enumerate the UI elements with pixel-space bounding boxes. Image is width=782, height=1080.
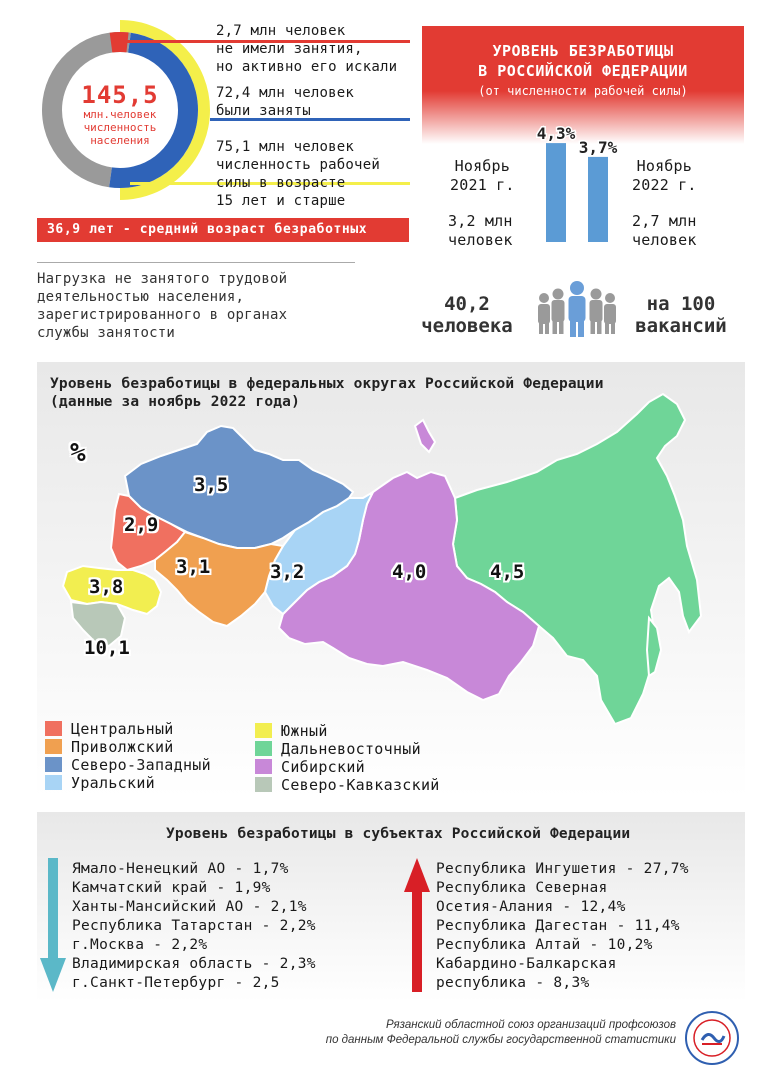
arrow-down-icon	[40, 858, 66, 994]
rf-right-people	[632, 212, 697, 250]
region-shape-sakhalin	[647, 618, 661, 676]
legend-swatch-south	[255, 723, 272, 738]
load-divider	[37, 262, 355, 263]
rf-bar-1	[546, 143, 566, 242]
subjects-title: Уровень безработицы в субъектах Российской Федерации	[166, 826, 631, 842]
rf-left-period-1: Ноябрь	[454, 157, 510, 175]
stat-workforce-line3: силы в возрасте	[216, 175, 346, 191]
legend-central	[45, 720, 174, 738]
rf-right-people-2: человек	[632, 231, 697, 249]
load-description	[37, 270, 287, 342]
subject-low-5: г.Москва - 2,2%	[72, 937, 208, 953]
legend-swatch-northwest	[45, 757, 62, 772]
legend-label-south: Южный	[281, 722, 328, 740]
rf-left-people-2: человек	[448, 231, 513, 249]
stat-employed	[216, 84, 354, 120]
legend-swatch-far-east	[255, 741, 272, 756]
subject-low-2: Камчатский край - 1,9%	[72, 880, 271, 896]
union-logo	[684, 1010, 740, 1066]
rf-left-period-2: 2021 г.	[450, 176, 515, 194]
legend-label-ural: Уральский	[71, 774, 155, 792]
rf-right-people-1: 2,7 млн	[632, 212, 697, 230]
stat-workforce-line1: 75,1 млн человек	[216, 139, 355, 155]
load-line2: деятельностью населения,	[37, 289, 245, 305]
population-unit-2: численность	[83, 121, 157, 134]
subject-high-1: Республика Ингушетия - 27,7%	[436, 861, 689, 877]
map-label-far-east: 4,5	[490, 561, 525, 583]
rf-bar-label-1: 4,3%	[536, 124, 576, 144]
rf-bar-2	[588, 157, 608, 242]
map-label-volga: 3,1	[176, 556, 211, 578]
footer-line2: по данным Федеральной службы государственной статистики	[325, 1034, 676, 1046]
subjects-low-list	[72, 860, 316, 993]
subject-high-7: республика - 8,3%	[436, 975, 590, 991]
subject-low-7: г.Санкт-Петербург - 2,5	[72, 975, 280, 991]
legend-swatch-ural	[45, 775, 62, 790]
subject-high-3: Осетия-Алания - 12,4%	[436, 899, 626, 915]
load-line3: зарегистрированного в органах	[37, 307, 288, 323]
legend-label-far-east: Дальневосточный	[281, 740, 421, 758]
legend-label-northwest: Северо-Западный	[71, 756, 211, 774]
subject-high-2: Республика Северная	[436, 880, 608, 896]
stat-unemployed-line3: но активно его искали	[216, 59, 398, 75]
footer-source	[250, 1018, 676, 1048]
legend-label-central: Центральный	[71, 720, 174, 738]
load-left-value	[412, 293, 522, 337]
region-shape-siberia-island	[415, 420, 435, 452]
avg-age-banner: 36,9 лет - средний возраст безработных	[37, 218, 409, 242]
rf-right-period-2: 2022 г.	[632, 176, 697, 194]
subject-high-5: Республика Алтай - 10,2%	[436, 937, 653, 953]
map-label-north-caucasus: 10,1	[84, 637, 130, 659]
legend-swatch-volga	[45, 739, 62, 754]
subject-low-3: Ханты-Мансийский АО - 2,1%	[72, 899, 307, 915]
russia-map	[37, 380, 745, 740]
population-value: 145,5	[81, 81, 159, 109]
footer-line1: Рязанский областной союз организаций профсоюзов	[385, 1019, 676, 1031]
rf-title-2: В РОССИЙСКОЙ ФЕДЕРАЦИИ	[478, 62, 688, 80]
subject-low-4: Республика Татарстан - 2,2%	[72, 918, 316, 934]
map-percent-sign: %	[70, 438, 86, 468]
map-title-line1: Уровень безработицы в федеральных округах Российской Федерации	[50, 376, 604, 392]
load-line4: службы занятости	[37, 325, 176, 341]
legend-label-siberia: Сибирский	[281, 758, 365, 776]
load-left-number: 40,2	[444, 293, 490, 315]
stat-workforce-line2: численность рабочей	[216, 157, 380, 173]
subject-low-1: Ямало-Ненецкий АО - 1,7%	[72, 861, 289, 877]
legend-northwest	[45, 756, 211, 774]
union-logo-text	[740, 1010, 741, 1011]
rf-left-people-1: 3,2 млн	[448, 212, 513, 230]
rf-bar-label-2: 3,7%	[578, 137, 618, 157]
map-label-south: 3,8	[89, 576, 124, 598]
legend-south	[255, 722, 328, 740]
rf-title-1: УРОВЕНЬ БЕЗРАБОТИЦЫ	[492, 42, 674, 60]
people-group-icon	[532, 278, 622, 338]
map-label-northwest: 3,5	[194, 474, 229, 496]
population-unit-3: населения	[90, 134, 150, 147]
subject-low-6: Владимирская область - 2,3%	[72, 956, 316, 972]
stat-employed-line1: 72,4 млн человек	[216, 85, 355, 101]
rf-subtitle: (от численности рабочей силы)	[478, 84, 688, 98]
legend-label-north-caucasus: Северо-Кавказский	[281, 776, 440, 794]
subject-high-6: Кабардино-Балкарская	[436, 956, 617, 972]
subject-high-4: Республика Дагестан - 11,4%	[436, 918, 680, 934]
map-title-line2: (данные за ноябрь 2022 года)	[50, 394, 301, 410]
rf-right-period	[632, 157, 697, 195]
map-label-ural: 3,2	[270, 561, 305, 583]
rf-right-period-1: Ноябрь	[636, 157, 692, 175]
load-left-unit: человека	[421, 315, 513, 337]
rf-left-period	[450, 157, 515, 195]
population-donut	[30, 20, 210, 200]
stat-unemployed-line1: 2,7 млн человек	[216, 23, 346, 39]
stat-unemployed	[216, 22, 397, 76]
legend-volga	[45, 738, 174, 756]
stat-workforce-line4: 15 лет и старше	[216, 193, 346, 209]
legend-label-volga: Приволжский	[71, 738, 174, 756]
legend-swatch-north-caucasus	[255, 777, 272, 792]
load-right-number: на 100	[646, 293, 716, 315]
map-label-siberia: 4,0	[392, 561, 427, 583]
stat-employed-line2: были заняты	[216, 103, 311, 119]
load-right-unit: вакансий	[635, 315, 727, 337]
legend-swatch-siberia	[255, 759, 272, 774]
legend-north-caucasus	[255, 776, 440, 794]
legend-far-east	[255, 740, 421, 758]
legend-siberia	[255, 758, 365, 776]
rf-bar-chart	[510, 110, 640, 250]
subjects-high-list	[436, 860, 689, 993]
stat-workforce	[216, 138, 380, 210]
legend-swatch-central	[45, 721, 62, 736]
load-right-value	[626, 293, 736, 337]
legend-ural	[45, 774, 155, 792]
arrow-up-icon	[404, 858, 430, 994]
rf-left-people	[448, 212, 513, 250]
region-shape-volga	[155, 532, 283, 626]
stat-unemployed-line2: не имели занятия,	[216, 41, 363, 57]
map-label-central: 2,9	[124, 514, 159, 536]
population-unit-1: млн.человек	[83, 108, 157, 121]
load-line1: Нагрузка не занятого трудовой	[37, 271, 288, 287]
